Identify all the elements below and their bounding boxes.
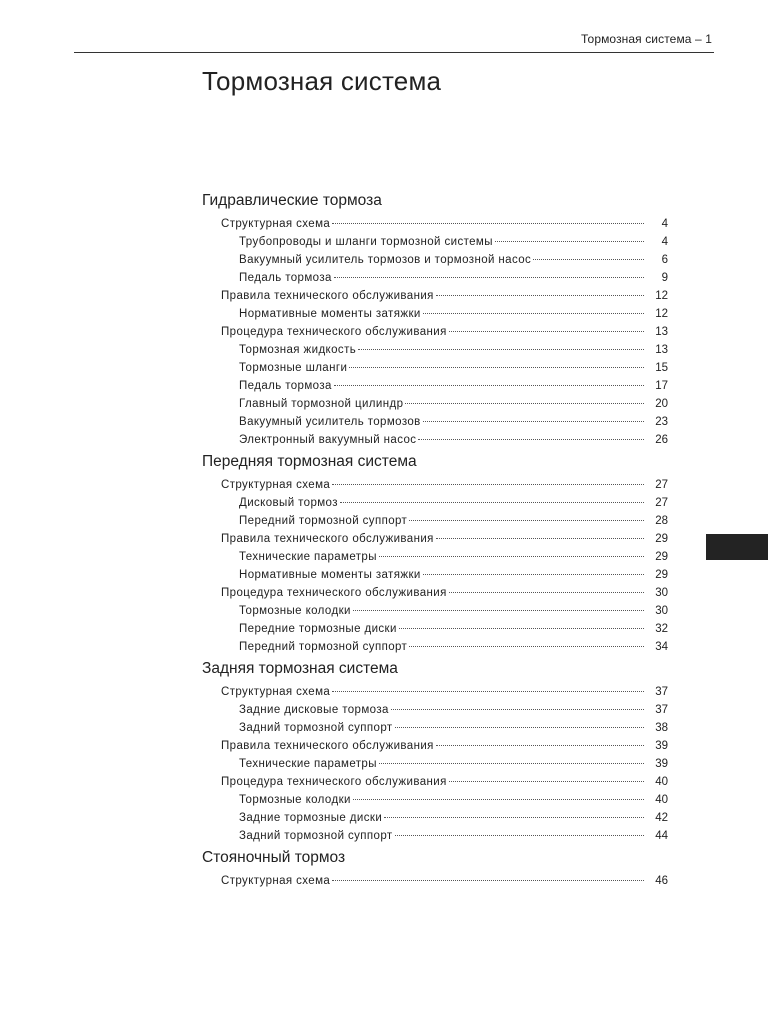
dot-leader [334,385,644,386]
toc-entry[interactable] [202,359,668,377]
toc-entry-page-number: 9 [661,272,668,284]
toc-entry[interactable] [202,809,668,827]
toc-entry-page-number: 27 [655,497,668,509]
toc-entry[interactable] [202,377,668,395]
toc-entry-page-number: 6 [661,254,668,266]
toc-entry-page-number: 37 [655,686,668,698]
toc-entry-page-number: 28 [655,515,668,527]
toc-entry-page-number: 26 [655,434,668,446]
toc-entry-label: Процедура технического обслуживания [221,326,447,338]
toc-entry[interactable] [202,341,668,359]
toc-entry-label: Структурная схема [221,875,331,887]
toc-entry[interactable] [202,215,668,233]
dot-leader [391,709,644,710]
toc-entry[interactable] [202,512,668,530]
toc-entry-label: Тормозная жидкость [239,344,357,356]
toc-entry[interactable] [202,476,668,494]
toc-entry-label: Структурная схема [221,218,331,230]
section-tab-marker [706,534,768,560]
toc-entry[interactable] [202,305,668,323]
toc-entry-label: Структурная схема [221,479,331,491]
toc-entry-page-number: 40 [655,776,668,788]
dot-leader [358,349,644,350]
toc-entry-page-number: 12 [655,290,668,302]
table-of-contents [202,190,668,890]
toc-entry-label: Тормозные колодки [239,605,351,617]
toc-entry-label: Тормозные шланги [239,362,348,374]
toc-entry-label: Процедура технического обслуживания [221,587,447,599]
toc-entry-label: Передние тормозные диски [239,623,397,635]
toc-entry-label: Вакуумный усилитель тормозов [239,416,421,428]
toc-entry-label: Электронный вакуумный насос [239,434,417,446]
toc-entry-label: Нормативные моменты затяжки [239,308,421,320]
dot-leader [332,880,644,881]
toc-entry[interactable] [202,494,668,512]
toc-entry[interactable] [202,413,668,431]
toc-entry-label: Правила технического обслуживания [221,740,434,752]
dot-leader [379,556,644,557]
dot-leader [395,835,644,836]
dot-leader [449,592,644,593]
section-heading: Задняя тормозная система [202,660,398,677]
toc-entry[interactable] [202,233,668,251]
toc-entry-page-number: 39 [655,758,668,770]
dot-leader [495,241,644,242]
dot-leader [449,781,644,782]
toc-entry-label: Процедура технического обслуживания [221,776,447,788]
toc-entry-page-number: 29 [655,551,668,563]
toc-entry-page-number: 44 [655,830,668,842]
toc-entry[interactable] [202,620,668,638]
toc-entry[interactable] [202,269,668,287]
toc-entry-page-number: 20 [655,398,668,410]
toc-entry[interactable] [202,287,668,305]
toc-entry-label: Задний тормозной суппорт [239,830,393,842]
toc-entry[interactable] [202,548,668,566]
toc-entry-page-number: 29 [655,569,668,581]
toc-entry-label: Структурная схема [221,686,331,698]
dot-leader [423,421,644,422]
toc-entry[interactable] [202,566,668,584]
toc-entry[interactable] [202,755,668,773]
toc-entry-page-number: 40 [655,794,668,806]
toc-entry[interactable] [202,638,668,656]
toc-entry[interactable] [202,737,668,755]
dot-leader [332,223,644,224]
toc-entry[interactable] [202,251,668,269]
toc-entry-label: Правила технического обслуживания [221,533,434,545]
toc-entry-page-number: 30 [655,605,668,617]
dot-leader [332,484,644,485]
dot-leader [423,313,644,314]
dot-leader [399,628,644,629]
toc-entry-label: Задний тормозной суппорт [239,722,393,734]
toc-entry-page-number: 30 [655,587,668,599]
running-header: Тормозная система – 1 [581,32,712,46]
toc-entry-label: Трубопроводы и шланги тормозной системы [239,236,493,248]
section-heading: Передняя тормозная система [202,453,417,470]
toc-entry[interactable] [202,395,668,413]
toc-entry-label: Педаль тормоза [239,380,332,392]
dot-leader [436,295,644,296]
toc-entry-page-number: 34 [655,641,668,653]
toc-entry-label: Педаль тормоза [239,272,332,284]
toc-entry[interactable] [202,323,668,341]
toc-entry-label: Задние дисковые тормоза [239,704,389,716]
toc-entry-page-number: 13 [655,344,668,356]
toc-entry[interactable] [202,530,668,548]
toc-entry[interactable] [202,584,668,602]
toc-entry-page-number: 32 [655,623,668,635]
dot-leader [332,691,644,692]
toc-entry[interactable] [202,602,668,620]
toc-entry-label: Технические параметры [239,551,377,563]
toc-entry-page-number: 4 [661,218,668,230]
dot-leader [449,331,644,332]
dot-leader [409,646,644,647]
toc-entry-page-number: 38 [655,722,668,734]
toc-entry-page-number: 39 [655,740,668,752]
toc-entry[interactable] [202,719,668,737]
toc-entry-page-number: 27 [655,479,668,491]
toc-entry-label: Главный тормозной цилиндр [239,398,404,410]
dot-leader [409,520,644,521]
toc-entry-label: Тормозные колодки [239,794,351,806]
dot-leader [340,502,644,503]
toc-entry-page-number: 23 [655,416,668,428]
toc-entry-page-number: 29 [655,533,668,545]
toc-entry-page-number: 4 [661,236,668,248]
dot-leader [436,745,644,746]
dot-leader [405,403,644,404]
toc-entry[interactable] [202,773,668,791]
toc-entry-page-number: 46 [655,875,668,887]
dot-leader [353,799,644,800]
dot-leader [349,367,644,368]
header-rule [74,52,714,53]
toc-entry-label: Дисковый тормоз [239,497,338,509]
toc-entry-label: Вакуумный усилитель тормозов и тормозной насос [239,254,532,266]
page-title: Тормозная система [202,66,442,96]
dot-leader [384,817,644,818]
toc-entry-label: Правила технического обслуживания [221,290,434,302]
toc-entry-page-number: 17 [655,380,668,392]
dot-leader [395,727,644,728]
dot-leader [436,538,644,539]
toc-entry-page-number: 37 [655,704,668,716]
dot-leader [334,277,644,278]
dot-leader [418,439,644,440]
toc-entry[interactable] [202,701,668,719]
section-heading: Стояночный тормоз [202,849,346,866]
toc-entry-page-number: 12 [655,308,668,320]
toc-entry[interactable] [202,431,668,449]
dot-leader [423,574,644,575]
toc-entry-page-number: 42 [655,812,668,824]
toc-entry-label: Технические параметры [239,758,377,770]
dot-leader [353,610,644,611]
section-heading: Гидравлические тормоза [202,192,382,209]
toc-entry[interactable] [202,683,668,701]
toc-entry[interactable] [202,872,668,890]
dot-leader [533,259,644,260]
toc-entry-label: Передний тормозной суппорт [239,515,408,527]
toc-entry-label: Нормативные моменты затяжки [239,569,421,581]
toc-entry-page-number: 15 [655,362,668,374]
toc-entry[interactable] [202,791,668,809]
dot-leader [379,763,644,764]
toc-entry-label: Задние тормозные диски [239,812,383,824]
toc-entry[interactable] [202,827,668,845]
toc-entry-label: Передний тормозной суппорт [239,641,408,653]
toc-entry-page-number: 13 [655,326,668,338]
